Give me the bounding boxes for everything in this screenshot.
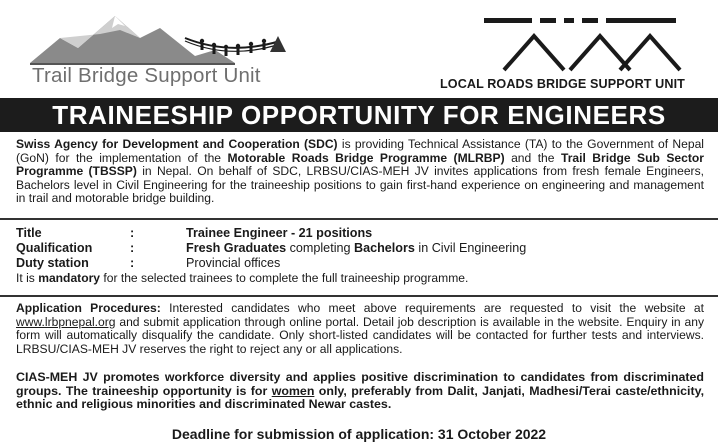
colon: : xyxy=(130,256,135,270)
women-word: women xyxy=(271,383,315,398)
mountain-bridge-icon xyxy=(20,8,320,68)
colon: : xyxy=(130,241,135,255)
trail-bridge-support-unit-logo xyxy=(20,8,320,92)
procedures-text-2: and submit application through online portal. Detail job description is available in the website. Enquiry in any form will automatically disqualify the candidate. Only short-listed candidates will be contacted for further tests and interviews. LRBSU/CIAS-MEH JV reserves the right to reject any or all applications. xyxy=(16,314,704,356)
duty-station-label: Duty station xyxy=(16,256,89,270)
divider xyxy=(0,218,718,220)
fresh-graduates: Fresh Graduates xyxy=(186,241,287,255)
lrbsu-logo xyxy=(440,8,710,92)
qualification-label: Qualification xyxy=(16,241,93,255)
mandatory-word: mandatory xyxy=(38,271,101,285)
sdc-name: Swiss Agency for Development and Cooperation (SDC) xyxy=(16,137,338,151)
tbsu-logo-text: Trail Bridge Support Unit xyxy=(32,64,261,87)
title-value: Trainee Engineer - 21 positions xyxy=(186,226,373,240)
diversity-statement xyxy=(16,371,704,412)
mandatory-text-2: for the selected trainees to complete the full traineeship programme. xyxy=(100,271,469,285)
diversity-text-2: only, preferably from Dalit, Janjati, Madhesi/Terai caste/ethnicity, ethnic and religious minorities and discriminated Newar castes. xyxy=(16,383,705,412)
qualification-value xyxy=(186,241,526,255)
duty-station-value: Provincial offices xyxy=(186,256,281,270)
intro-text-3: in Nepal. On behalf of SDC, LRBSU/CIAS-MEH JV invites applications from fresh female Engineers, Bachelors level in Civil Engineering for the traineeship positions to gain first-hand experience on engineering and management in trail and motorable bridge building. xyxy=(16,164,704,206)
title-label: Title xyxy=(16,226,42,240)
deadline-notice: Deadline for submission of application: 31 October 2022 xyxy=(171,426,547,442)
intro-text-1: is providing Technical Assistance (TA) to the Government of Nepal (GoN) for the implementation of the xyxy=(16,137,704,165)
tbssp-name: Trail Bridge Sub Sector Programme (TBSSP) xyxy=(16,150,704,179)
mlrbp-name: Motorable Roads Bridge Programme (MLRBP) xyxy=(227,150,505,165)
lrbsu-logo-text: LOCAL ROADS BRIDGE SUPPORT UNIT xyxy=(440,77,685,91)
diversity-text-1: CIAS-MEH JV promotes workforce diversity and applies positive discrimination to candidates from discriminated groups. The traineeship opportunity is for xyxy=(16,370,704,398)
qual-text-2: in Civil Engineering xyxy=(414,241,527,255)
page-title: TRAINEESHIP OPPORTUNITY FOR ENGINEERS xyxy=(52,100,666,130)
mandatory-text-1: It is xyxy=(16,271,39,285)
website-link[interactable]: www.lrbpnepal.org xyxy=(16,314,116,329)
bachelors: Bachelors xyxy=(354,241,415,255)
procedures-label: Application Procedures: xyxy=(16,301,161,315)
intro-text-2: and the xyxy=(504,150,561,165)
application-procedures xyxy=(16,302,704,356)
divider xyxy=(0,295,718,297)
procedures-text-1: Interested candidates who meet above requirements are requested to visit the website at xyxy=(160,301,704,315)
header xyxy=(0,0,718,96)
title-banner xyxy=(0,98,718,132)
bridge-triangles-icon xyxy=(470,8,710,78)
colon: : xyxy=(130,226,135,240)
qual-text: completing xyxy=(286,241,354,255)
intro-paragraph xyxy=(16,138,704,206)
mandatory-row xyxy=(16,271,468,285)
position-info xyxy=(16,226,706,290)
